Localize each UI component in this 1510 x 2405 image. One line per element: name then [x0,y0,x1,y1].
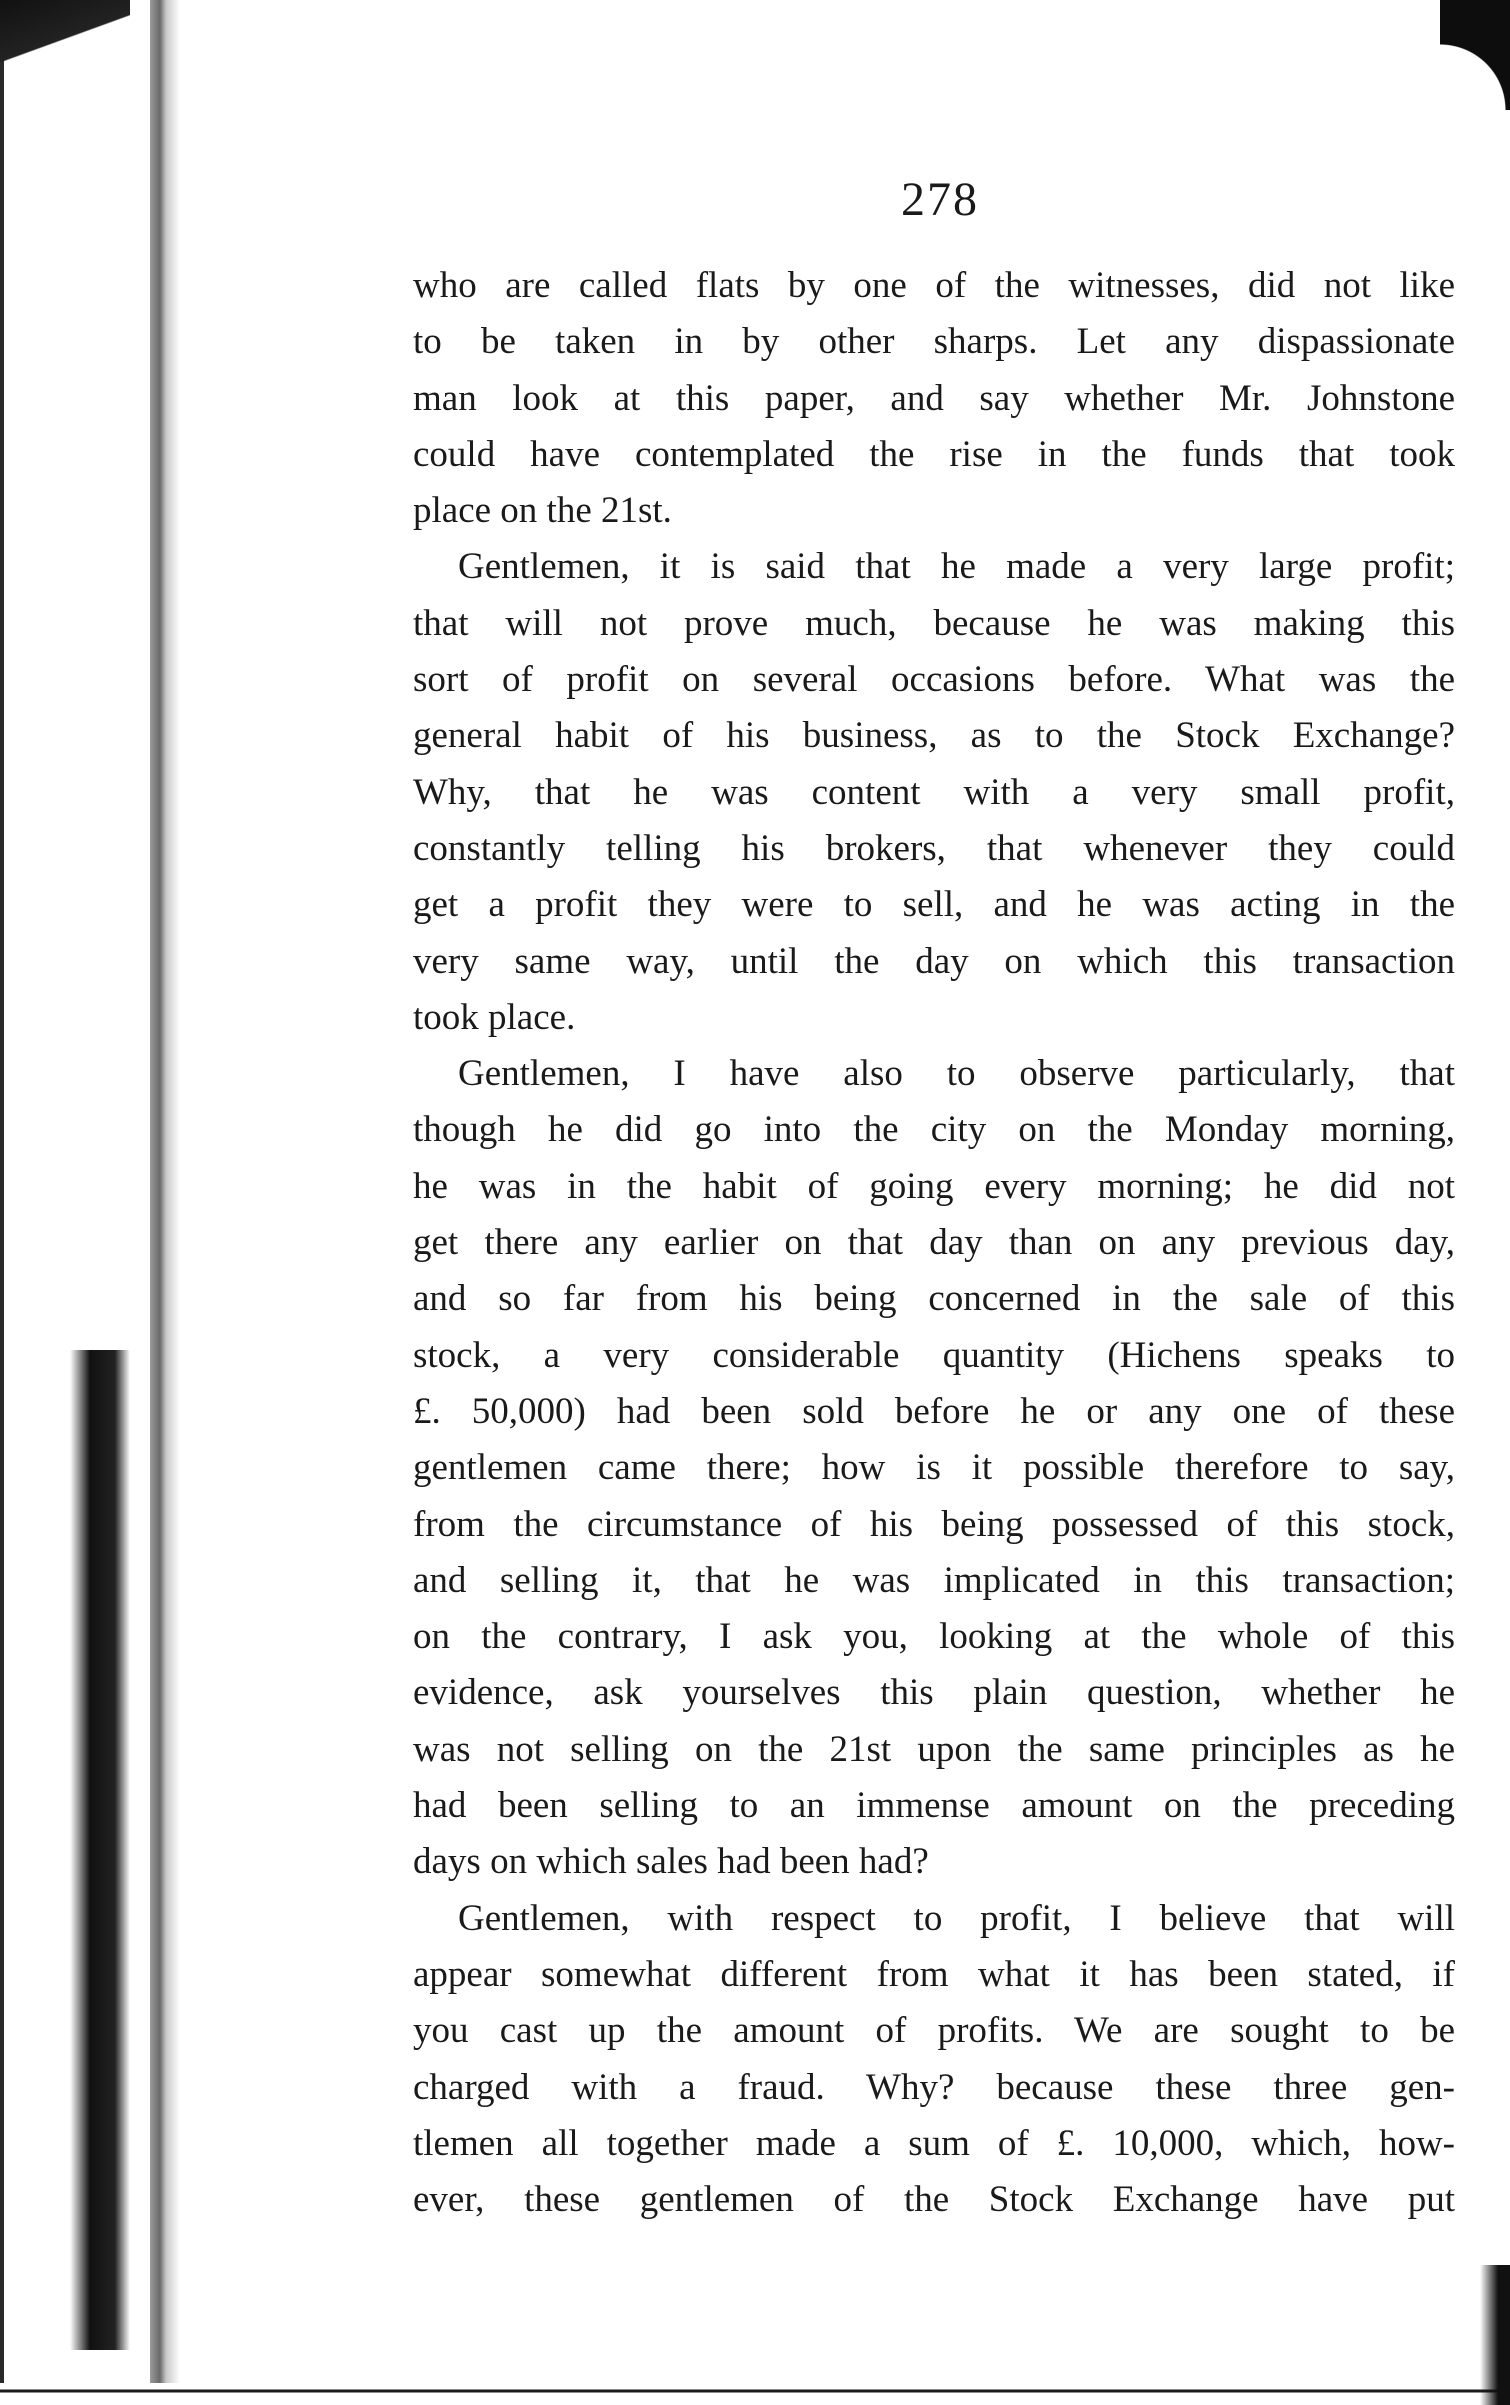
binding-shadow-lower [70,1350,130,2350]
text-line: ever, these gentlemen of the Stock Exchange have put [413,2179,1455,2221]
text-line: constantly telling his brokers, that whenever they could [413,827,1455,869]
text-line: Gentlemen, with respect to profit, I believe that will [458,1897,1455,1939]
text-line: get a profit they were to sell, and he was acting in the [413,884,1455,926]
text-line: general habit of his business, as to the Stock Exchange? [413,715,1455,757]
text-line: Why, that he was content with a very small profit, [413,771,1455,813]
body-text [413,258,1455,2228]
text-line: and so far from his being concerned in the sale of this [413,1278,1455,1320]
page-number: 278 [901,173,979,226]
text-line: and selling it, that he was implicated in this transaction; [413,1559,1455,1601]
text-line: that will not prove much, because he was making this [413,602,1455,644]
text-line: stock, a very considerable quantity (Hichens speaks to [413,1334,1455,1376]
text-line: very same way, until the day on which this transaction [413,940,1455,982]
text-line: to be taken in by other sharps. Let any dispassionate [413,321,1455,363]
text-line: had been selling to an immense amount on the preceding [413,1785,1455,1827]
text-line: you cast up the amount of profits. We are sought to be [413,2010,1455,2052]
paragraph [413,258,1455,539]
text-line: evidence, ask yourselves this plain question, whether he [413,1672,1455,1714]
binding-shadow-top [0,0,130,90]
text-line: get there any earlier on that day than on any previous day, [413,1222,1455,1264]
text-line: took place. [413,996,576,1038]
text-line: days on which sales had been had? [413,1841,929,1883]
text-line: he was in the habit of going every morning; he did not [413,1165,1455,1207]
text-line: tlemen all together made a sum of £. 10,000, which, how- [413,2122,1455,2164]
text-line: Gentlemen, I have also to observe particularly, that [458,1053,1455,1095]
text-line: was not selling on the 21st upon the same principles as he [413,1728,1455,1770]
text-line: though he did go into the city on the Monday morning, [413,1109,1455,1151]
text-line: sort of profit on several occasions before. What was the [413,659,1455,701]
page-corner-top-right [1440,0,1510,110]
paragraph [413,539,1455,1046]
page-edge-bottom [0,2383,1510,2405]
paragraph [413,1046,1455,1890]
text-line: £. 50,000) had been sold before he or any one of these [413,1390,1455,1432]
text-line: appear somewhat different from what it has been stated, if [413,1953,1455,1995]
text-line: man look at this paper, and say whether Mr. Johnstone [413,377,1455,419]
text-line: Gentlemen, it is said that he made a very large profit; [458,546,1455,588]
text-line: could have contemplated the rise in the funds that took [413,433,1455,475]
text-line: from the circumstance of his being possessed of this stock, [413,1503,1455,1545]
text-line: charged with a fraud. Why? because these three gen- [413,2066,1455,2108]
text-line: place on the 21st. [413,490,672,532]
page-corner-bottom-right [1480,2265,1510,2405]
paragraph [413,1891,1455,2229]
text-line: who are called flats by one of the witnesses, did not like [413,265,1455,306]
text-line: gentlemen came there; how is it possible therefore to say, [413,1447,1455,1489]
text-line: on the contrary, I ask you, looking at the whole of this [413,1616,1455,1658]
